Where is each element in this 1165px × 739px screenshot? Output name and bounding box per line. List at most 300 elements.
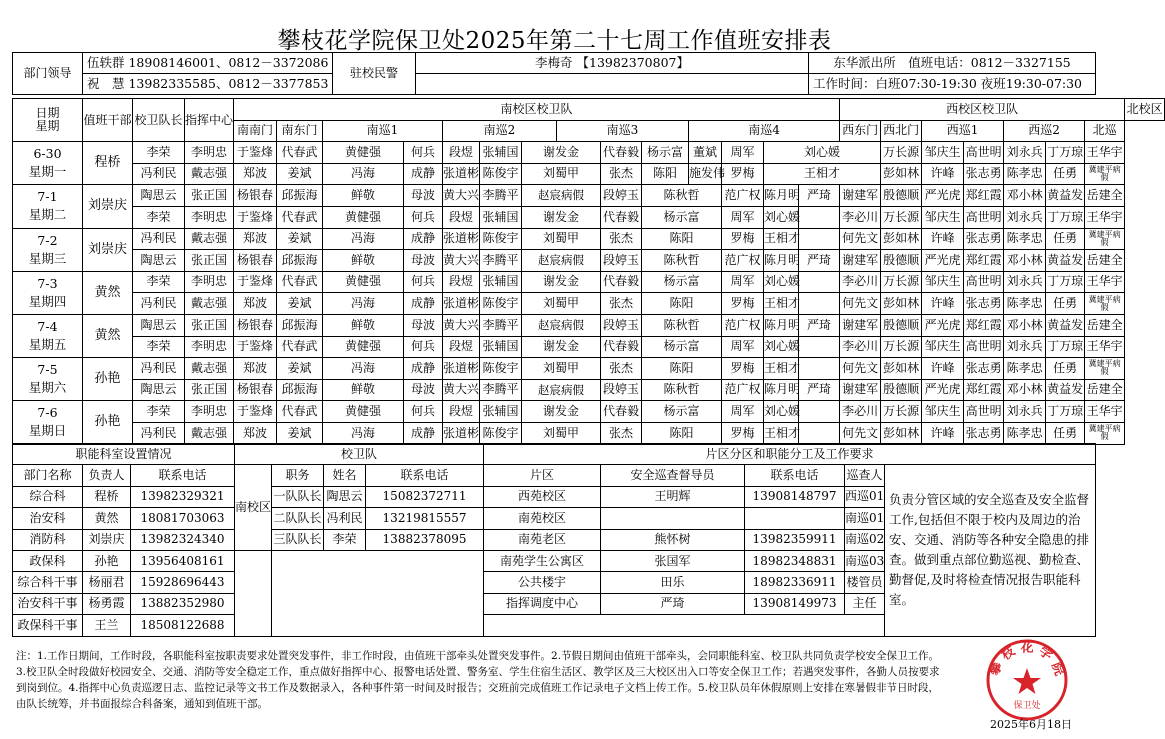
date-cell [13, 271, 83, 314]
duty-name-cell: 何先文 [840, 358, 881, 380]
duty-name-cell: 冯海 [323, 293, 404, 315]
duty-name-cell: 何兵 [404, 401, 443, 423]
duty-name-cell: 冯海 [323, 358, 404, 380]
duty-name-cell: 丁万琼 [1046, 142, 1085, 164]
office-col-header: 联系电话 [131, 465, 235, 486]
duty-name-cell: 李荣 [133, 206, 185, 228]
duty-name-cell: 邓小林 [1004, 185, 1046, 207]
duty-name-cell: 高世明 [964, 206, 1004, 228]
squad-cell: 二队队长 [272, 508, 324, 529]
office-cell: 13982329321 [131, 486, 235, 507]
duty-name-cell [799, 293, 840, 315]
duty-name-cell: 邹庆生 [922, 142, 964, 164]
duty-name-cell: 邱振海 [277, 379, 323, 401]
date-value: 7-6 [37, 405, 58, 421]
squad-cell: 李荣 [324, 529, 366, 550]
duty-name-cell: 严琦 [799, 379, 840, 401]
west-team-header: 西校区校卫队 [840, 99, 1125, 121]
duty-name-cell: 张辅国 [480, 271, 522, 293]
duty-name-cell: 邹庆生 [922, 336, 964, 358]
duty-name-cell: 黄大兴 [443, 250, 480, 272]
duty-name-cell: 刘永兵 [1004, 206, 1046, 228]
duty-name-cell: 戴志强 [185, 228, 234, 250]
duty-name-cell: 段煜 [443, 142, 480, 164]
duty-name-cell: 陶思云 [133, 314, 185, 336]
duty-name-cell: 任勇 [1046, 422, 1085, 444]
duty-name-cell: 任勇 [1046, 163, 1085, 185]
duty-name-cell: 张正国 [185, 314, 234, 336]
duty-name-cell: 丁万琼 [1046, 206, 1085, 228]
duty-name-cell: 殷德顺 [881, 250, 922, 272]
duty-name-cell: 岳建全 [1085, 250, 1125, 272]
duty-name-cell: 罗梅 [722, 293, 764, 315]
cadre-header: 值班干部 [83, 99, 133, 142]
duty-name-cell: 何兵 [404, 206, 443, 228]
duty-name-cell: 杨示富 [642, 271, 722, 293]
duty-name-cell: 杨示富 [642, 336, 722, 358]
duty-name-cell: 陈俊宇 [480, 422, 522, 444]
office-cell: 黄然 [83, 508, 131, 529]
office-cell: 18081703063 [131, 508, 235, 529]
duty-name-cell: 鲜敬 [323, 185, 404, 207]
zones-title: 片区分区和职能分工及工作要求 [484, 444, 1096, 465]
duty-name-cell: 罗梅 [722, 228, 764, 250]
zone-cell: 田乐 [601, 572, 745, 593]
duty-name-cell: 岳建全 [1085, 379, 1125, 401]
duty-name-cell: 刘心媛 [764, 142, 881, 164]
duty-name-cell: 段煜 [443, 206, 480, 228]
duty-name-cell: 陶思云 [133, 379, 185, 401]
zone-col-header: 安全巡查督导员 [601, 465, 745, 486]
duty-name-cell: 李明忠 [185, 336, 234, 358]
duty-name-cell: 冀建平病假 [1085, 422, 1125, 444]
cadre-cell: 刘崇庆 [83, 228, 133, 271]
duty-name-cell: 段婷玉 [601, 379, 642, 401]
duty-name-cell: 郑波 [234, 228, 277, 250]
duty-name-cell: 刘蜀甲 [522, 228, 601, 250]
duty-name-cell: 陈俊宇 [480, 293, 522, 315]
duty-name-cell: 刘永兵 [1004, 336, 1046, 358]
duty-name-cell: 张志勇 [964, 293, 1004, 315]
duty-name-cell: 谢建军 [840, 185, 881, 207]
zone-cell: 公共楼宇 [484, 572, 601, 593]
zone-col-header: 巡查人 [845, 465, 885, 486]
duty-name-cell: 代春毅 [601, 271, 642, 293]
duty-name-cell: 张志勇 [964, 422, 1004, 444]
duty-name-cell: 陈秋哲 [642, 250, 722, 272]
office-cell: 政保科 [13, 550, 83, 571]
squad-cell: 13882378095 [366, 529, 484, 550]
duty-name-cell: 李荣 [133, 336, 185, 358]
duty-name-cell: 冯利民 [133, 422, 185, 444]
duty-name-cell: 谢发金 [522, 206, 601, 228]
duty-name-cell: 张志勇 [964, 228, 1004, 250]
zone-cell: 张国军 [601, 550, 745, 571]
duty-name-cell: 罗梅 [722, 358, 764, 380]
zone-cell: 指挥调度中心 [484, 593, 601, 614]
duty-name-cell: 刘永兵 [1004, 401, 1046, 423]
duty-name-cell: 董斌 [689, 142, 722, 164]
south-team-header: 南校区校卫队 [234, 99, 840, 121]
duty-name-cell: 周军 [722, 401, 764, 423]
command-header: 指挥中心 [185, 99, 234, 142]
zone-cell [601, 508, 745, 529]
police-info: 李梅奇 【13982370807】 [416, 53, 809, 74]
duty-name-cell: 谢建军 [840, 250, 881, 272]
duty-name-cell: 万长源 [881, 271, 922, 293]
zone-cell [745, 508, 845, 529]
duty-name-cell: 彭如林 [881, 422, 922, 444]
duty-name-cell: 范广权 [722, 250, 764, 272]
duty-name-cell: 赵宸病假 [522, 379, 601, 401]
duty-name-cell: 刘永兵 [1004, 142, 1046, 164]
duty-name-cell: 郑波 [234, 293, 277, 315]
duty-name-cell: 万长源 [881, 142, 922, 164]
duty-name-cell: 陈月明 [764, 185, 799, 207]
zone-cell: 主任 [845, 593, 885, 614]
duty-name-cell: 王相才 [764, 228, 799, 250]
duty-name-cell: 王华宇 [1085, 401, 1125, 423]
week-value: 星期日 [28, 423, 67, 439]
cadre-cell: 刘崇庆 [83, 185, 133, 228]
zone-cell: 18982336911 [745, 572, 845, 593]
duty-name-cell: 周军 [722, 271, 764, 293]
duty-name-cell: 陶思云 [133, 185, 185, 207]
seal-text: 攀 枝 花 学 院 [987, 640, 1067, 678]
squad-col-header: 职务 [272, 465, 324, 486]
duty-name-cell: 王相才 [764, 163, 881, 185]
duty-name-cell: 戴志强 [185, 163, 234, 185]
cadre-cell: 黄然 [83, 271, 133, 314]
squad-title: 校卫队 [235, 444, 484, 465]
date-cell [13, 185, 83, 228]
squad-empty-campus [235, 550, 272, 636]
week-label: 星期 [35, 119, 60, 134]
duty-name-cell: 冀建平病假 [1085, 228, 1125, 250]
office-cell: 13982324340 [131, 529, 235, 550]
duty-name-cell: 万长源 [881, 336, 922, 358]
duty-name-cell: 范广权 [722, 185, 764, 207]
duty-name-cell: 李腾平 [480, 185, 522, 207]
duty-name-cell: 张道彬 [443, 163, 480, 185]
blank-cell [416, 74, 809, 95]
squad-empty [272, 550, 484, 636]
duty-name-cell: 黄益发 [1046, 314, 1085, 336]
duty-name-cell: 张辅国 [480, 142, 522, 164]
duty-name-cell: 罗梅 [722, 163, 764, 185]
duty-name-cell: 陈俊宇 [480, 163, 522, 185]
duty-name-cell: 许峰 [922, 163, 964, 185]
duty-name-cell: 周军 [722, 142, 764, 164]
duty-name-cell: 谢建军 [840, 314, 881, 336]
issue-date: 2025年6月18日 [990, 718, 1072, 731]
duty-name-cell: 邱振海 [277, 314, 323, 336]
duty-name-cell: 张道彬 [443, 293, 480, 315]
duty-name-cell: 戴志强 [185, 293, 234, 315]
duty-name-cell: 李荣 [133, 401, 185, 423]
duty-name-cell: 何先文 [840, 228, 881, 250]
cadre-cell: 程桥 [83, 142, 133, 185]
duty-name-cell: 罗梅 [722, 422, 764, 444]
office-cell: 治安科干事 [13, 593, 83, 614]
duty-name-cell: 黄益发 [1046, 250, 1085, 272]
office-cell: 杨勇霞 [83, 593, 131, 614]
duty-name-cell: 戴志强 [185, 422, 234, 444]
squad-cell: 13219815557 [366, 508, 484, 529]
duty-name-cell: 代春武 [277, 142, 323, 164]
duty-name-cell: 代春武 [277, 271, 323, 293]
zone-cell: 西巡01 [845, 486, 885, 507]
cadre-cell: 黄然 [83, 314, 133, 357]
duty-name-cell: 黄大兴 [443, 314, 480, 336]
date-value: 7-2 [37, 232, 58, 248]
duty-name-cell: 王华宇 [1085, 142, 1125, 164]
duty-name-cell: 代春毅 [601, 336, 642, 358]
duty-name-cell: 黄大兴 [443, 379, 480, 401]
date-cell [13, 228, 83, 271]
duty-name-cell: 陈秋哲 [642, 314, 722, 336]
leader-2: 祝 慧 13982335585、0812－3377853 [83, 74, 333, 95]
duty-name-cell: 冯利民 [133, 358, 185, 380]
duty-name-cell: 丁万琼 [1046, 336, 1085, 358]
duty-name-cell: 黄益发 [1046, 185, 1085, 207]
duty-name-cell: 彭如林 [881, 228, 922, 250]
duty-name-cell: 杨示富 [642, 206, 722, 228]
duty-name-cell: 段煜 [443, 336, 480, 358]
duty-name-cell: 王华宇 [1085, 206, 1125, 228]
duty-name-cell: 姜斌 [277, 163, 323, 185]
zone-cell: 王明辉 [601, 486, 745, 507]
duty-name-cell: 谢发金 [522, 142, 601, 164]
duty-name-cell: 母波 [404, 379, 443, 401]
duty-name-cell: 岳建全 [1085, 314, 1125, 336]
duty-name-cell: 许峰 [922, 422, 964, 444]
offices-title: 职能科室设置情况 [13, 444, 235, 465]
office-cell: 消防科 [13, 529, 83, 550]
duty-name-cell: 周军 [722, 206, 764, 228]
duty-name-cell: 王华宇 [1085, 271, 1125, 293]
duty-name-cell: 杨银春 [234, 314, 277, 336]
post-header: 西巡1 [922, 120, 1004, 142]
duty-name-cell: 刘心媛 [764, 336, 799, 358]
duty-name-cell: 黄益发 [1046, 379, 1085, 401]
duty-name-cell: 黄健强 [323, 206, 404, 228]
duty-name-cell: 邓小林 [1004, 314, 1046, 336]
date-value: 7-5 [37, 362, 58, 378]
office-cell: 13882352980 [131, 593, 235, 614]
duty-name-cell: 黄大兴 [443, 185, 480, 207]
duty-name-cell: 陈孝忠 [1004, 358, 1046, 380]
duty-name-cell: 段煜 [443, 271, 480, 293]
duty-name-cell: 刘永兵 [1004, 271, 1046, 293]
duty-name-cell: 郑波 [234, 358, 277, 380]
post-header: 西东门 [840, 120, 881, 142]
duty-name-cell: 陈秋哲 [642, 185, 722, 207]
duty-name-cell: 张杰 [601, 358, 642, 380]
duty-name-cell: 于鉴烽 [234, 271, 277, 293]
duty-name-cell [799, 228, 840, 250]
duty-name-cell: 邹庆生 [922, 401, 964, 423]
duty-name-cell [799, 358, 840, 380]
date-value: 6-30 [33, 146, 62, 162]
duty-name-cell [799, 401, 840, 423]
date-cell [13, 401, 83, 444]
office-col-header: 负责人 [83, 465, 131, 486]
zone-cell: 南巡01 [845, 508, 885, 529]
duty-name-cell: 张志勇 [964, 358, 1004, 380]
zone-cell: 西苑校区 [484, 486, 601, 507]
zone-cell: 南苑老区 [484, 529, 601, 550]
post-header: 南东门 [277, 120, 323, 142]
zone-cell: 南巡03 [845, 550, 885, 571]
duty-name-cell: 冀建平病假 [1085, 163, 1125, 185]
police-label: 驻校民警 [333, 53, 416, 95]
date-cell [13, 358, 83, 401]
duty-name-cell: 丁万琼 [1046, 401, 1085, 423]
duty-name-cell: 郑红霞 [964, 185, 1004, 207]
duty-name-cell: 赵宸病假 [522, 250, 601, 272]
duty-name-cell: 黄健强 [323, 336, 404, 358]
squad-cell: 一队队长 [272, 486, 324, 507]
duty-name-cell: 冀建平病假 [1085, 358, 1125, 380]
squad-col-header: 姓名 [324, 465, 366, 486]
page-title: 攀枝花学院保卫处2025年第二十七周工作值班安排表 [277, 28, 832, 54]
duty-name-cell [799, 206, 840, 228]
duty-name-cell: 母波 [404, 314, 443, 336]
duty-name-cell: 于鉴烽 [234, 401, 277, 423]
cadre-cell: 孙艳 [83, 358, 133, 401]
duty-name-cell: 陈俊宇 [480, 358, 522, 380]
duty-name-cell: 李明忠 [185, 142, 234, 164]
duty-name-cell: 严琦 [799, 314, 840, 336]
duty-name-cell: 张道彬 [443, 358, 480, 380]
duty-name-cell: 张正国 [185, 185, 234, 207]
duty-name-cell: 任勇 [1046, 358, 1085, 380]
zone-cell: 南苑学生公寓区 [484, 550, 601, 571]
duty-name-cell: 张道彬 [443, 228, 480, 250]
zone-col-header: 联系电话 [745, 465, 845, 486]
duty-name-cell: 李明忠 [185, 271, 234, 293]
duty-name-cell: 邱振海 [277, 250, 323, 272]
duty-name-cell: 杨示富 [642, 401, 722, 423]
duty-name-cell: 陈孝忠 [1004, 163, 1046, 185]
station-info: 东华派出所 值班电话：0812－3327155 [809, 53, 1096, 74]
duty-name-cell: 于鉴烽 [234, 336, 277, 358]
duty-name-cell: 段婷玉 [601, 314, 642, 336]
duty-name-cell: 张杰 [601, 422, 642, 444]
squad-cell: 三队队长 [272, 529, 324, 550]
duty-name-cell: 张杰 [601, 293, 642, 315]
duty-name-cell: 姜斌 [277, 293, 323, 315]
duty-name-cell: 刘心媛 [764, 271, 799, 293]
north-team-header: 北校区 [1125, 99, 1165, 121]
duty-name-cell: 陈阳 [642, 422, 722, 444]
zone-cell: 13908148797 [745, 486, 845, 507]
duty-name-cell: 冯海 [323, 228, 404, 250]
duty-name-cell: 黄健强 [323, 142, 404, 164]
duty-name-cell: 谢建军 [840, 379, 881, 401]
duty-name-cell: 李荣 [133, 142, 185, 164]
post-header: 西北门 [881, 120, 922, 142]
duty-name-cell: 郑红霞 [964, 250, 1004, 272]
duty-name-cell: 任勇 [1046, 228, 1085, 250]
captain-header: 校卫队长 [133, 99, 185, 142]
duty-name-cell: 杨银春 [234, 185, 277, 207]
zone-cell: 18982348831 [745, 550, 845, 571]
duty-name-cell: 施发伟 [689, 163, 722, 185]
duty-name-cell: 刘蜀甲 [522, 293, 601, 315]
duty-name-cell: 谢发金 [522, 401, 601, 423]
duty-name-cell: 谢发金 [522, 336, 601, 358]
duty-name-cell: 高世明 [964, 142, 1004, 164]
office-cell: 孙艳 [83, 550, 131, 571]
official-seal [985, 638, 1069, 722]
duty-name-cell: 张辅国 [480, 401, 522, 423]
zone-cell: 严琦 [601, 593, 745, 614]
duty-name-cell: 冯海 [323, 163, 404, 185]
duty-name-cell: 张杰 [601, 163, 642, 185]
duty-name-cell: 高世明 [964, 336, 1004, 358]
office-cell: 杨丽君 [83, 572, 131, 593]
week-value: 星期五 [28, 337, 67, 353]
duty-name-cell: 陈月明 [764, 250, 799, 272]
duty-name-cell [799, 271, 840, 293]
squad-cell: 陶思云 [324, 486, 366, 507]
duty-name-cell: 高世明 [964, 401, 1004, 423]
duty-name-cell: 张志勇 [964, 163, 1004, 185]
duty-name-cell: 陈月明 [764, 314, 799, 336]
squad-cell: 冯利民 [324, 508, 366, 529]
duty-name-cell: 赵宸病假 [522, 314, 601, 336]
duty-name-cell: 代春武 [277, 206, 323, 228]
office-cell: 刘崇庆 [83, 529, 131, 550]
duty-name-cell: 邓小林 [1004, 250, 1046, 272]
duty-name-cell: 王华宇 [1085, 336, 1125, 358]
duty-name-cell: 许峰 [922, 358, 964, 380]
duty-name-cell: 严琦 [799, 250, 840, 272]
duty-name-cell: 姜斌 [277, 422, 323, 444]
duty-name-cell: 成静 [404, 163, 443, 185]
office-cell: 王兰 [83, 615, 131, 636]
squad-campus: 南校区 [235, 465, 272, 551]
zone-cell: 南巡02 [845, 529, 885, 550]
duty-name-cell: 姜斌 [277, 228, 323, 250]
duty-name-cell: 殷德顺 [881, 314, 922, 336]
duty-name-cell: 王相才 [764, 422, 799, 444]
post-header: 南巡1 [323, 120, 443, 142]
squad-col-header: 联系电话 [366, 465, 484, 486]
duty-name-cell: 杨银春 [234, 379, 277, 401]
duty-name-cell: 高世明 [964, 271, 1004, 293]
duty-name-cell: 李腾平 [480, 250, 522, 272]
duty-name-cell: 张正国 [185, 379, 234, 401]
duty-name-cell: 段煜 [443, 401, 480, 423]
duty-name-cell: 殷德顺 [881, 379, 922, 401]
duty-name-cell: 杨示富 [642, 142, 689, 164]
office-cell: 13956408161 [131, 550, 235, 571]
duty-name-cell: 陈月明 [764, 379, 799, 401]
duty-name-cell: 李必川 [840, 206, 881, 228]
duty-name-cell: 代春毅 [601, 142, 642, 164]
zone-cell: 楼管员 [845, 572, 885, 593]
duty-name-cell: 陈阳 [642, 293, 722, 315]
duty-name-cell: 范广权 [722, 314, 764, 336]
duty-name-cell: 何兵 [404, 336, 443, 358]
duty-name-cell: 张杰 [601, 228, 642, 250]
header-table [12, 52, 1096, 95]
duty-name-cell: 代春毅 [601, 401, 642, 423]
date-label: 日期 [35, 105, 60, 120]
